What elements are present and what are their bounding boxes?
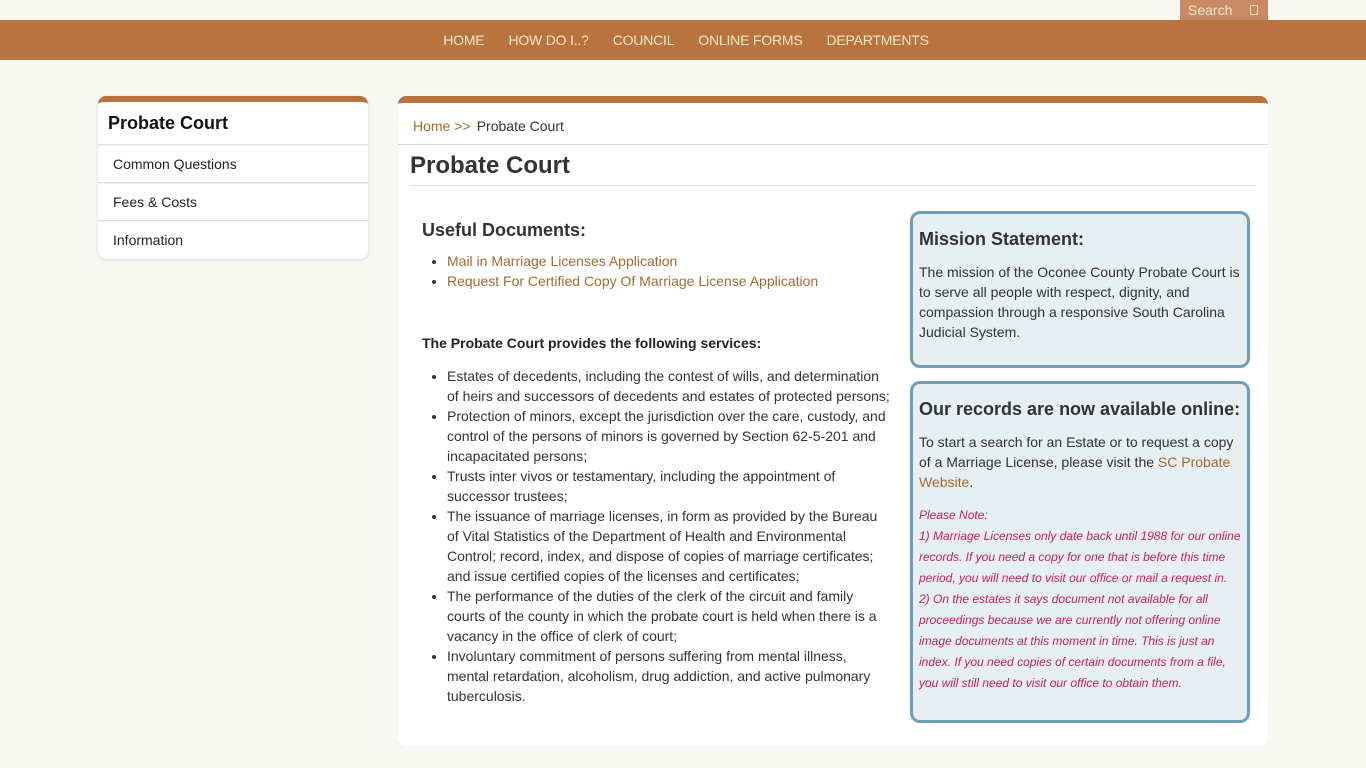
mission-heading: Mission Statement:: [919, 229, 1085, 249]
list-item: [447, 271, 892, 291]
sidebar-item-label[interactable]: Fees & Costs: [113, 194, 198, 210]
documents-and-services: [422, 220, 892, 706]
list-item: • Involuntary commitment of persons suffering from mental illness, mental retardation, alcoholism, drug addiction, and active pulmonary tuberculosis.: [447, 646, 892, 706]
divider: [398, 144, 1268, 145]
records-text-after: .: [969, 474, 974, 490]
search-icon: [1250, 5, 1258, 15]
useful-documents-heading: Useful Documents:: [422, 220, 587, 240]
records-text-before: To start a search for an Estate or to request a copy of a Marriage License, please visit the: [919, 434, 1234, 470]
sc-probate-website-link[interactable]: SC Probate Website: [919, 454, 1231, 490]
main-nav: [0, 20, 1366, 60]
records-heading: Our records are now available online:: [919, 399, 1241, 419]
sidebar: [98, 96, 368, 259]
breadcrumb-current: Probate Court: [476, 118, 564, 134]
search-button[interactable]: [1180, 0, 1268, 20]
breadcrumb-home[interactable]: Home: [413, 118, 451, 134]
nav-council[interactable]: COUNCIL: [612, 32, 675, 48]
sidebar-item-information[interactable]: [98, 221, 368, 259]
mission-text: The mission of the Oconee County Probate Court is to serve all people with respect, dignity, and compassion through a responsive South Carolina Judicial System.: [919, 264, 1240, 340]
sidebar-item-fees-costs[interactable]: [98, 183, 368, 221]
nav-home[interactable]: HOME: [443, 32, 485, 48]
list-item: • Estates of decedents, including the contest of wills, and determination of heirs and successors of decedents and estates of protected persons;: [447, 366, 892, 406]
top-strip: [0, 0, 1366, 20]
sidebar-item-label[interactable]: Common Questions: [113, 156, 237, 172]
sidebar-item-common-questions[interactable]: [98, 145, 368, 183]
main-content: [398, 96, 1268, 746]
search-label: Search: [1188, 2, 1233, 18]
list-item: • Protection of minors, except the jurisdiction over the care, custody, and control of the persons of minors is governed by Section 62-5-201 and incapacitated persons;: [447, 406, 892, 466]
nav-departments[interactable]: DEPARTMENTS: [826, 32, 929, 48]
sidebar-title: Probate Court: [98, 102, 368, 145]
sidebar-item-label[interactable]: Information: [113, 232, 184, 248]
services-intro: The Probate Court provides the following services:: [422, 335, 762, 351]
breadcrumb: [413, 118, 564, 134]
note-item-2: 2) On the estates it says document not available for all proceedings because we are currently not offering online image documents at this moment in time. This is just an index. If you need copies of certain documents from a file, you will still need to visit our office to obtain them.: [919, 592, 1226, 690]
nav-how-do-i[interactable]: HOW DO I..?: [508, 32, 589, 48]
document-list: [422, 251, 892, 291]
note-item-1: 1) Marriage Licenses only date back until 1988 for our online records. If you need a copy for one that is before this time period, you will need to visit our office or mail a request in.: [919, 529, 1241, 585]
page-title: Probate Court: [410, 152, 571, 179]
list-item: • The issuance of marriage licenses, in form as provided by the Bureau of Vital Statistics of the Department of Health and Environmental Control; record, index, and dispose of copies of marriage certificates; and issue certified copies of the licenses and certificates;: [447, 506, 892, 586]
services-list: [422, 366, 892, 706]
mission-statement-box: [910, 211, 1250, 368]
note-title: Please Note:: [919, 508, 988, 522]
list-item: [447, 251, 892, 271]
certified-copy-marriage-license-link[interactable]: Request For Certified Copy Of Marriage License Application: [447, 273, 819, 289]
nav-online-forms[interactable]: ONLINE FORMS: [698, 32, 803, 48]
divider: [410, 185, 1256, 186]
breadcrumb-separator: >>: [454, 118, 471, 134]
list-item: • Trusts inter vivos or testamentary, including the appointment of successor trustees;: [447, 466, 892, 506]
list-item: • The performance of the duties of the clerk of the circuit and family courts of the county in which the probate court is held when there is a vacancy in the office of clerk of court;: [447, 586, 892, 646]
please-note: [919, 505, 1241, 694]
records-text: [919, 432, 1241, 492]
online-records-box: [910, 381, 1250, 723]
mail-in-marriage-license-link[interactable]: Mail in Marriage Licenses Application: [447, 253, 678, 269]
